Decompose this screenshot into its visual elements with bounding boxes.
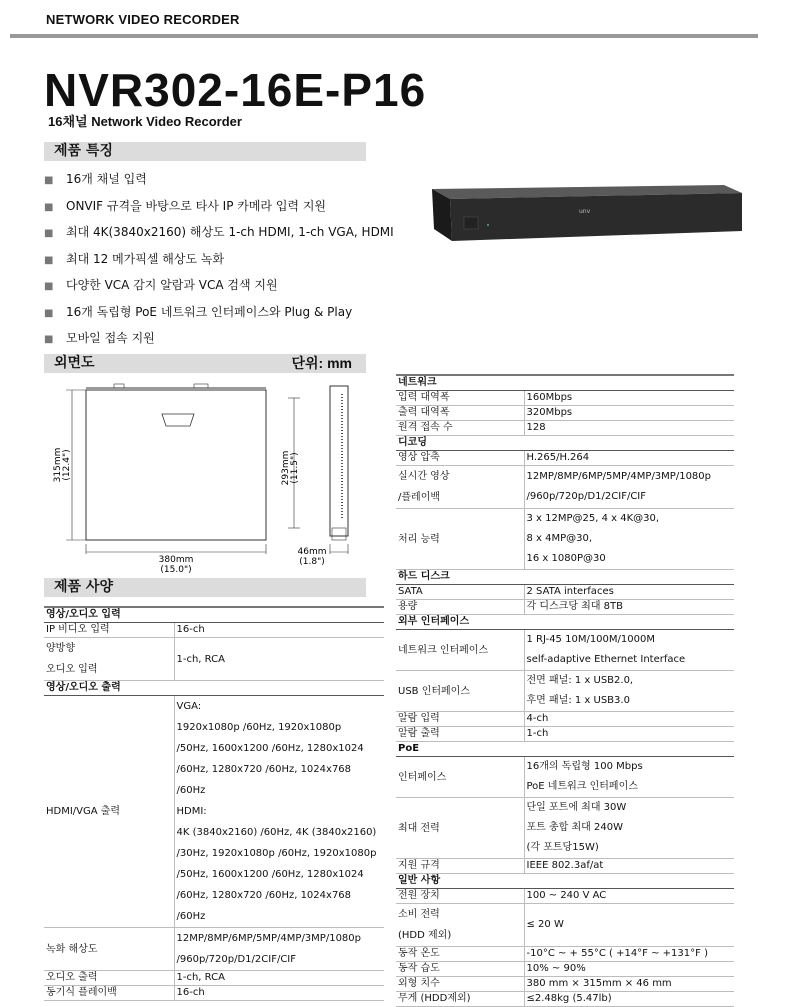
spec-value-line: 160Mbps	[526, 392, 573, 403]
spec-label-line: 최대 전력	[398, 822, 440, 834]
spec-label-line: 네트워크 인터페이스	[398, 644, 489, 656]
spec-label	[44, 986, 174, 1001]
spec-label	[396, 671, 524, 712]
dimension-drawing	[44, 378, 374, 578]
spec-row	[396, 509, 734, 570]
spec-label-line: 동기식 플레이백	[46, 987, 117, 998]
width-inch-label: (15.0")	[160, 565, 192, 575]
spec-value	[524, 798, 734, 859]
spec-label-line: SATA	[398, 586, 423, 597]
spec-value	[524, 757, 734, 798]
spec-group-row	[396, 375, 734, 391]
spec-label	[396, 712, 524, 727]
spec-value	[524, 962, 734, 977]
spec-label	[396, 757, 524, 798]
spec-value	[524, 421, 734, 436]
spec-value-line: 전면 패널: 1 x USB2.0,	[526, 675, 634, 686]
spec-row	[44, 623, 384, 638]
depth-label: 293mm	[281, 450, 291, 486]
spec-group-row	[396, 874, 734, 889]
spec-value	[174, 971, 384, 986]
dimensions-unit: 단위: mm	[291, 355, 352, 371]
spec-value-line: 1 RJ-45 10M/100M/1000M	[526, 634, 655, 645]
spec-row	[396, 451, 734, 466]
spec-value	[524, 451, 734, 466]
spec-label	[44, 638, 174, 681]
spec-value-line: /60Hz, 1280x720 /60Hz, 1024x768	[176, 764, 352, 775]
spec-row	[44, 638, 384, 681]
spec-value-line: /60Hz	[176, 785, 206, 796]
spec-label-line: 양방향	[46, 643, 75, 654]
spec-label	[396, 509, 524, 570]
spec-table-right	[396, 374, 734, 1007]
spec-label-line: HDMI/VGA 출력	[46, 806, 121, 817]
spec-label-line: 출력 대역폭	[398, 407, 450, 418]
spec-value-line: /960p/720p/D1/2CIF/CIF	[526, 491, 647, 502]
spec-value	[174, 696, 384, 928]
spec-group-row	[396, 615, 734, 630]
spec-value-line: 각 디스크당 최대 8TB	[526, 601, 623, 612]
spec-label	[396, 466, 524, 509]
spec-label-line: 녹화 해상도	[46, 943, 98, 955]
product-image	[424, 183, 746, 243]
spec-value-line: 380 mm × 315mm × 46 mm	[526, 978, 672, 989]
spec-label	[396, 992, 524, 1007]
spec-value	[524, 727, 734, 742]
spec-label	[44, 623, 174, 638]
spec-value-line: 16개의 독립형 100 Mbps	[526, 761, 643, 772]
spec-group-title: 영상/오디오 출력	[44, 681, 384, 696]
spec-label	[396, 977, 524, 992]
spec-row	[44, 928, 384, 971]
spec-value-line: 1-ch	[526, 728, 549, 739]
spec-value	[524, 671, 734, 712]
spec-value-line: 8 x 4MP@30,	[526, 533, 593, 544]
spec-row	[396, 727, 734, 742]
spec-value-line: 단일 포트에 최대 30W	[526, 802, 627, 813]
spec-value-line: 12MP/8MP/6MP/5MP/4MP/3MP/1080p	[526, 471, 711, 482]
spec-group-title: 영상/오디오 입력	[44, 607, 384, 623]
spec-row	[396, 757, 734, 798]
spec-label-line: USB 인터페이스	[398, 685, 471, 697]
spec-row	[396, 859, 734, 874]
spec-label	[396, 727, 524, 742]
feature-item: ■ 16개 채널 입력	[44, 166, 394, 193]
spec-label	[396, 859, 524, 874]
spec-label	[396, 798, 524, 859]
spec-value-line: 320Mbps	[526, 407, 573, 418]
spec-value-line: ≤ 20 W	[526, 919, 564, 930]
spec-value-line: 4-ch	[526, 713, 549, 724]
spec-value-line: (각 포트당15W)	[526, 842, 599, 853]
feature-item: ■ 최대 12 메가픽셀 해상도 녹화	[44, 246, 394, 273]
feature-item: ■ ONVIF 규격을 바탕으로 타사 IP 카메라 입력 지원	[44, 193, 394, 220]
depth-inch-label: (11.5")	[290, 452, 300, 484]
spec-value-line: 3 x 12MP@25, 4 x 4K@30,	[526, 513, 660, 524]
spec-label-line: 원격 접속 수	[398, 422, 453, 433]
spec-value-line: 10% ~ 90%	[526, 963, 586, 974]
document-type: NETWORK VIDEO RECORDER	[46, 12, 240, 27]
spec-value-line: self-adaptive Ethernet Interface	[526, 654, 686, 665]
spec-value	[524, 406, 734, 421]
bullet-icon: ■	[44, 254, 54, 266]
side-label: 46mm	[297, 547, 327, 557]
spec-value-line: 100 ~ 240 V AC	[526, 890, 607, 901]
spec-label	[396, 451, 524, 466]
spec-label-line: 처리 능력	[398, 533, 440, 545]
spec-row	[396, 798, 734, 859]
spec-row	[44, 696, 384, 928]
feature-item: ■ 모바일 접속 지원	[44, 325, 394, 352]
spec-value	[174, 623, 384, 638]
spec-row	[396, 904, 734, 947]
spec-value	[174, 986, 384, 1001]
bullet-icon: ■	[44, 175, 54, 186]
spec-label-line: 알람 입력	[398, 713, 440, 724]
spec-row	[396, 889, 734, 904]
spec-value	[524, 889, 734, 904]
spec-group-title: 하드 디스크	[396, 570, 734, 585]
feature-item: ■ 16개 독립형 PoE 네트워크 인터페이스와 Plug & Play	[44, 299, 394, 326]
spec-group-title: PoE	[396, 742, 734, 757]
spec-row	[44, 986, 384, 1001]
spec-group-row	[396, 436, 734, 451]
spec-value-line: /60Hz, 1280x720 /60Hz, 1024x768	[176, 890, 352, 901]
spec-value-line: IEEE 802.3af/at	[526, 860, 604, 871]
spec-group-title: 네트워크	[396, 375, 734, 391]
spec-value	[524, 904, 734, 947]
spec-group-title: 디코딩	[396, 436, 734, 451]
spec-value	[524, 466, 734, 509]
spec-label-line: 오디오 입력	[46, 664, 98, 675]
spec-value-line: /50Hz, 1600x1200 /60Hz, 1280x1024	[176, 869, 364, 880]
features-title: 제품 특징	[54, 143, 113, 159]
spec-group-row	[396, 742, 734, 757]
spec-value-line: 1-ch, RCA	[176, 972, 225, 983]
spec-value	[524, 600, 734, 615]
spec-label-line: 동작 습도	[398, 963, 440, 974]
spec-value-line: PoE 네트워크 인터페이스	[526, 781, 638, 792]
spec-label-line: 인터페이스	[398, 771, 447, 783]
spec-row	[396, 712, 734, 727]
spec-label	[396, 391, 524, 406]
side-inch-label: (1.8")	[299, 557, 325, 567]
spec-label	[396, 889, 524, 904]
spec-row	[396, 671, 734, 712]
feature-list	[44, 166, 394, 352]
bullet-icon: ■	[44, 228, 54, 239]
spec-label-line: 지원 규격	[398, 860, 440, 871]
spec-value-line: VGA:	[176, 701, 202, 712]
spec-value-line: 1920x1080p /60Hz, 1920x1080p	[176, 722, 342, 733]
spec-row	[396, 992, 734, 1007]
spec-value-line: 12MP/8MP/6MP/5MP/4MP/3MP/1080p	[176, 933, 361, 944]
header-rule	[10, 34, 758, 38]
spec-label-line: 무게 (HDD제외)	[398, 993, 471, 1004]
width-label: 380mm	[158, 555, 194, 565]
spec-label	[396, 585, 524, 600]
height-label: 315mm	[53, 447, 63, 483]
spec-label-line: 용량	[398, 601, 418, 612]
feature-item: ■ 다양한 VCA 감지 알람과 VCA 검색 지원	[44, 272, 394, 299]
spec-value	[524, 509, 734, 570]
spec-label	[44, 928, 174, 971]
spec-value-line: 2 SATA interfaces	[526, 586, 614, 597]
spec-row	[396, 962, 734, 977]
spec-value	[524, 391, 734, 406]
spec-label-line: (HDD 제외)	[398, 930, 452, 941]
spec-value	[524, 630, 734, 671]
spec-group-row	[44, 607, 384, 623]
bullet-icon: ■	[44, 334, 54, 345]
spec-label-line: 오디오 출력	[46, 972, 98, 983]
spec-label-line: 입력 대역폭	[398, 392, 450, 403]
dimensions-title: 외면도	[54, 355, 95, 371]
spec-row	[396, 406, 734, 421]
spec-table-left	[44, 606, 384, 1001]
spec-value	[524, 992, 734, 1007]
spec-title: 제품 사양	[54, 579, 113, 595]
spec-value-line: 16-ch	[176, 987, 205, 998]
spec-value-line: 16 x 1080P@30	[526, 553, 606, 564]
spec-group-title: 일반 사항	[396, 874, 734, 889]
spec-value-line: 후면 패널: 1 x USB3.0	[526, 695, 630, 706]
model-name: NVR302-16E-P16	[44, 64, 427, 116]
spec-value-line: ≤2.48kg (5.47lb)	[526, 993, 612, 1004]
spec-group-title: 외부 인터페이스	[396, 615, 734, 630]
spec-label-line: 전원 장치	[398, 890, 440, 901]
spec-row	[396, 466, 734, 509]
spec-label-line: 영상 압축	[398, 452, 440, 463]
spec-value	[524, 859, 734, 874]
spec-group-row	[396, 570, 734, 585]
spec-value	[524, 947, 734, 962]
spec-label	[396, 947, 524, 962]
spec-label	[396, 421, 524, 436]
spec-value-line: -10°C ~ + 55°C ( +14°F ~ +131°F )	[526, 948, 708, 959]
spec-row	[396, 947, 734, 962]
spec-label-line: 알람 출력	[398, 728, 440, 739]
spec-value-line: /960p/720p/D1/2CIF/CIF	[176, 954, 297, 965]
spec-label	[396, 962, 524, 977]
spec-row	[44, 971, 384, 986]
spec-row	[396, 977, 734, 992]
spec-value-line: 128	[526, 422, 546, 433]
spec-row	[396, 421, 734, 436]
spec-value-line: 16-ch	[176, 624, 205, 635]
spec-value-line: /60Hz	[176, 911, 206, 922]
features-heading	[44, 142, 366, 161]
spec-value-line: 1-ch, RCA	[176, 653, 225, 665]
bullet-icon: ■	[44, 307, 54, 319]
spec-label	[396, 600, 524, 615]
spec-label	[44, 696, 174, 928]
spec-value-line: HDMI:	[176, 806, 207, 817]
spec-value	[524, 585, 734, 600]
spec-value-line: /50Hz, 1600x1200 /60Hz, 1280x1024	[176, 743, 364, 754]
spec-label-line: /플레이백	[398, 492, 441, 503]
spec-label-line: 동작 온도	[398, 948, 440, 959]
spec-label-line: IP 비디오 입력	[46, 624, 110, 635]
spec-value-line: 포트 총합 최대 240W	[526, 822, 623, 833]
spec-label	[396, 630, 524, 671]
spec-label	[396, 406, 524, 421]
spec-row	[396, 391, 734, 406]
spec-row	[396, 600, 734, 615]
spec-label-line: 외형 치수	[398, 978, 440, 989]
spec-value-line: /30Hz, 1920x1080p /60Hz, 1920x1080p	[176, 848, 377, 859]
spec-label	[396, 904, 524, 947]
spec-heading	[44, 578, 366, 597]
spec-value-line: H.265/H.264	[526, 452, 590, 463]
feature-item: ■ 최대 4K(3840x2160) 해상도 1-ch HDMI, 1-ch VGA, HDMI	[44, 219, 394, 246]
spec-label	[44, 971, 174, 986]
spec-row	[396, 630, 734, 671]
spec-value	[174, 638, 384, 681]
spec-value	[174, 928, 384, 971]
dimensions-heading	[44, 354, 366, 373]
spec-group-row	[44, 681, 384, 696]
spec-row	[396, 585, 734, 600]
spec-value	[524, 977, 734, 992]
bullet-icon: ■	[44, 281, 54, 292]
spec-label-line: 소비 전력	[398, 909, 440, 920]
spec-label-line: 실시간 영상	[398, 471, 450, 482]
spec-value-line: 4K (3840x2160) /60Hz, 4K (3840x2160)	[176, 827, 377, 838]
bullet-icon: ■	[44, 201, 54, 213]
spec-value	[524, 712, 734, 727]
height-inch-label: (12.4")	[62, 449, 72, 481]
svg-text:unv: unv	[579, 208, 591, 215]
model-subtitle: 16채널 Network Video Recorder	[48, 114, 242, 129]
